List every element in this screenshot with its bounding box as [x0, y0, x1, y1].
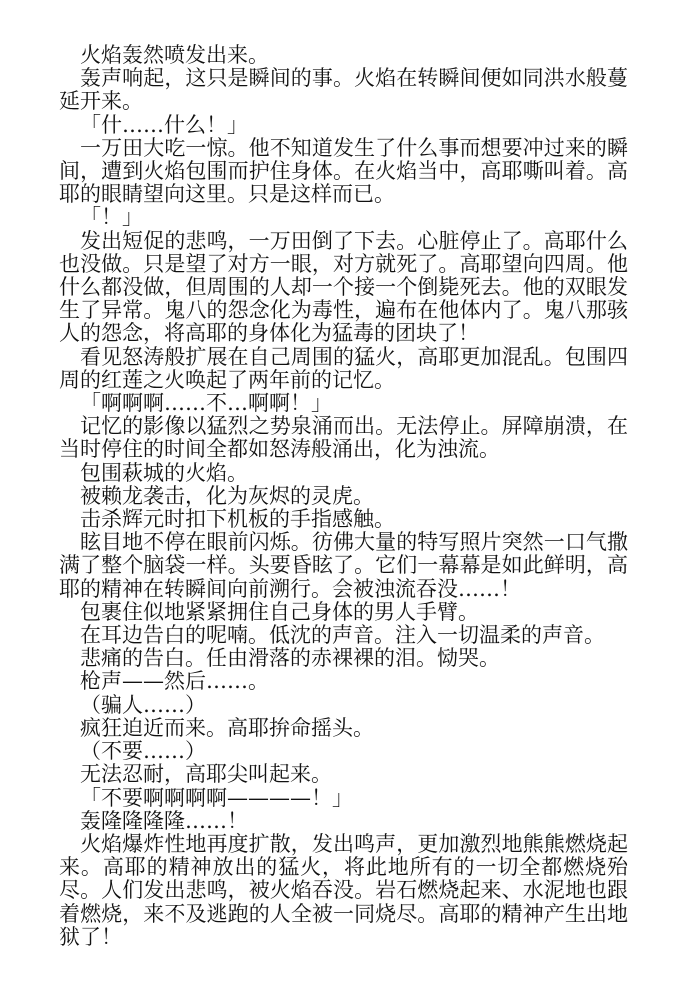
- paragraph: 疯狂迫近而来。高耶拚命摇头。: [80, 715, 374, 740]
- paragraph: 无法忍耐，高耶尖叫起来。: [80, 762, 332, 787]
- paragraph: 发出短促的悲鸣，一万田倒了下去。心脏停止了。高耶什么也没做。只是望了对方一眼，对方就死了。高耶望向四周。他什么都没做，但周围的人却一个接一个倒毙死去。他的双眼发生了异常。鬼八的怨念化为毒性，遍布在他体内了。鬼八那骇人的怨念，将高耶的身体化为猛毒的团块了！: [59, 228, 628, 346]
- paragraph: 包围萩城的火焰。: [80, 460, 248, 485]
- paragraph: 在耳边告白的呢喃。低沈的声音。注入一切温柔的声音。: [80, 623, 605, 648]
- paragraph: 火焰轰然喷发出来。: [80, 43, 269, 67]
- paragraph: 眩目地不停在眼前闪烁。彷佛大量的特写照片突然一口气撒满了整个脑袋一样。头要昏眩了。它们一幕幕是如此鲜明，高耶的精神在转瞬间向前溯行。会被浊流吞没……！: [59, 530, 628, 601]
- paragraph: 看见怒涛般扩展在自己周围的猛火，高耶更加混乱。包围四周的红莲之火唤起了两年前的记忆。: [59, 344, 628, 392]
- dialogue-line: 「！」: [80, 205, 143, 230]
- dialogue-line: 「啊啊啊……不…啊啊！」: [80, 391, 332, 416]
- paragraph: 轰声响起，这只是瞬间的事。火焰在转瞬间便如同洪水般蔓延开来。: [59, 66, 628, 114]
- dialogue-line: 「不要啊啊啊啊————！」: [80, 785, 353, 810]
- inner-thought: （骗人……）: [80, 692, 206, 717]
- paragraph: 被赖龙袭击，化为灰烬的灵虎。: [80, 483, 374, 508]
- paragraph: 枪声——然后……。: [80, 669, 269, 694]
- dialogue-line: 「什……什么！」: [80, 112, 248, 137]
- paragraph: 悲痛的告白。任由滑落的赤裸裸的泪。恸哭。: [80, 646, 500, 671]
- paragraph: 击杀辉元时扣下机板的手指感触。: [80, 507, 395, 532]
- inner-thought: （不要……）: [80, 739, 206, 764]
- paragraph: 火焰爆炸性地再度扩散，发出鸣声，更加激烈地熊熊燃烧起来。高耶的精神放出的猛火，将此地所有的一切全都燃烧殆尽。人们发出悲鸣，被火焰吞没。岩石燃烧起来、水泥地也跟着燃烧，来不及逃跑的人全被一同烧尽。高耶的精神产生出地狱了！: [59, 831, 628, 949]
- document-page: [59, 44, 628, 949]
- paragraph: 包裹住似地紧紧拥住自己身体的男人手臂。: [80, 599, 479, 624]
- paragraph: 一万田大吃一惊。他不知道发生了什么事而想要冲过来的瞬间，遭到火焰包围而护住身体。在火焰当中，高耶嘶叫着。高耶的眼睛望向这里。只是这样而已。: [59, 135, 628, 207]
- paragraph: 轰隆隆隆隆……！: [80, 808, 248, 833]
- paragraph: 记忆的影像以猛烈之势泉涌而出。无法停止。屏障崩溃，在当时停住的时间全都如怒涛般涌出，化为浊流。: [59, 414, 628, 462]
